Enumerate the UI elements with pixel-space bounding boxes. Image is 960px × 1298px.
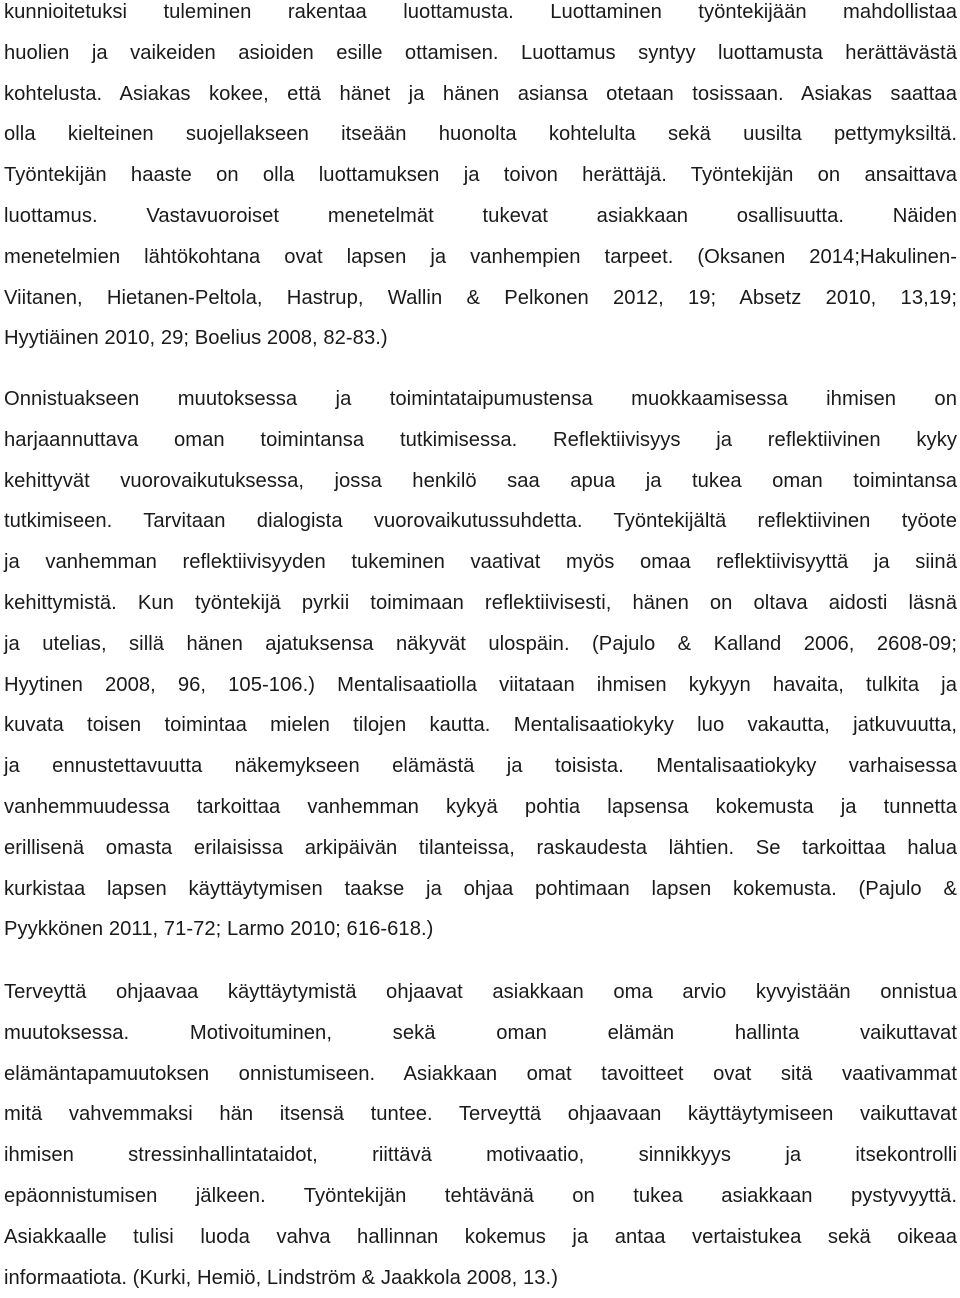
text-line: mitä vahvemmaksi hän itsensä tuntee. Terveyttä ohjaavaan käyttäytymiseen vaikuttavat — [4, 1103, 957, 1126]
text-line: erillisenä omasta erilaisissa arkipäivän tilanteissa, raskaudesta lähtien. Se tarkoittaa halua — [4, 836, 957, 859]
text-line: tutkimiseen. Tarvitaan dialogista vuorovaikutussuhdetta. Työntekijältä reflektiivinen työote — [4, 510, 957, 533]
text-line: kohtelusta. Asiakas kokee, että hänet ja hänen asiansa otetaan tosissaan. Asiakas saattaa — [4, 82, 957, 105]
text-line: Asiakkaalle tulisi luoda vahva hallinnan kokemus ja antaa vertaistukea sekä oikeaa — [4, 1225, 957, 1248]
text-line: ihmisen stressinhallintataidot, riittävä motivaatio, sinnikkyys ja itsekontrolli — [4, 1144, 957, 1167]
text-line: kehittymistä. Kun työntekijä pyrkii toimimaan reflektiivisesti, hänen on oltava aidosti läsnä — [4, 591, 957, 614]
text-line: harjaannuttava oman toimintansa tutkimisessa. Reflektiivisyys ja reflektiivinen kyky — [4, 428, 957, 451]
text-line: epäonnistumisen jälkeen. Työntekijän tehtävänä on tukea asiakkaan pystyvyyttä. — [4, 1184, 957, 1207]
text-line: muutoksessa. Motivoituminen, sekä oman elämän hallinta vaikuttavat — [4, 1021, 957, 1044]
text-line: luottamus. Vastavuoroiset menetelmät tukevat asiakkaan osallisuutta. Näiden — [4, 204, 957, 227]
text-line: kurkistaa lapsen käyttäytymisen taakse ja ohjaa pohtimaan lapsen kokemusta. (Pajulo & — [4, 877, 957, 900]
text-line: Onnistuakseen muutoksessa ja toimintataipumustensa muokkaamisessa ihmisen on — [4, 388, 957, 410]
text-line: informaatiota. (Kurki, Hemiö, Lindström & Jaakkola 2008, 13.) — [4, 1266, 558, 1289]
text-line: Terveyttä ohjaavaa käyttäytymistä ohjaavat asiakkaan oma arvio kyvyistään onnistua — [4, 981, 957, 1003]
text-line: kuvata toisen toimintaa mielen tilojen kautta. Mentalisaatiokyky luo vakautta, jatkuvuutta, — [4, 714, 957, 737]
text-line: ja utelias, sillä hänen ajatuksensa näkyvät ulospäin. (Pajulo & Kalland 2006, 2608-09; — [4, 632, 957, 655]
text-line: Pyykkönen 2011, 71-72; Larmo 2010; 616-618.) — [4, 918, 434, 941]
text-line: kehittyvät vuorovaikutuksessa, jossa henkilö saa apua ja tukea oman toimintansa — [4, 469, 957, 492]
text-line: Hyytinen 2008, 96, 105-106.) Mentalisaatiolla viitataan ihmisen kykyyn havaita, tulkita ja — [4, 673, 957, 696]
paragraph-3 — [4, 972, 957, 1298]
text-line: huolien ja vaikeiden asioiden esille ottamisen. Luottamus syntyy luottamusta herättävästä — [4, 41, 957, 64]
text-line: ja ennustettavuutta näkemykseen elämästä ja toisista. Mentalisaatiokyky varhaisessa — [4, 755, 957, 778]
text-line: vanhemmuudessa tarkoittaa vanhemman kykyä pohtia lapsensa kokemusta ja tunnetta — [4, 795, 957, 818]
text-line: Viitanen, Hietanen-Peltola, Hastrup, Wallin & Pelkonen 2012, 19; Absetz 2010, 13,19; — [4, 286, 957, 309]
text-line: Työntekijän haaste on olla luottamuksen ja toivon herättäjä. Työntekijän on ansaittava — [4, 164, 957, 187]
paragraph-2 — [4, 379, 957, 950]
text-line: Hyytiäinen 2010, 29; Boelius 2008, 82-83.) — [4, 327, 388, 350]
paragraph-1 — [4, 0, 957, 359]
text-line: ja vanhemman reflektiivisyyden tukeminen vaativat myös omaa reflektiivisyyttä ja siinä — [4, 551, 957, 574]
text-line: kunnioitetuksi tuleminen rakentaa luottamusta. Luottaminen työntekijään mahdollistaa — [4, 1, 957, 23]
text-line: menetelmien lähtökohtana ovat lapsen ja vanhempien tarpeet. (Oksanen 2014;Hakulinen- — [4, 245, 957, 268]
text-line: elämäntapamuutoksen onnistumiseen. Asiakkaan omat tavoitteet ovat sitä vaativammat — [4, 1062, 957, 1085]
text-line: olla kielteinen suojellakseen itseään huonolta kohtelulta sekä uusilta pettymyksiltä. — [4, 123, 957, 146]
